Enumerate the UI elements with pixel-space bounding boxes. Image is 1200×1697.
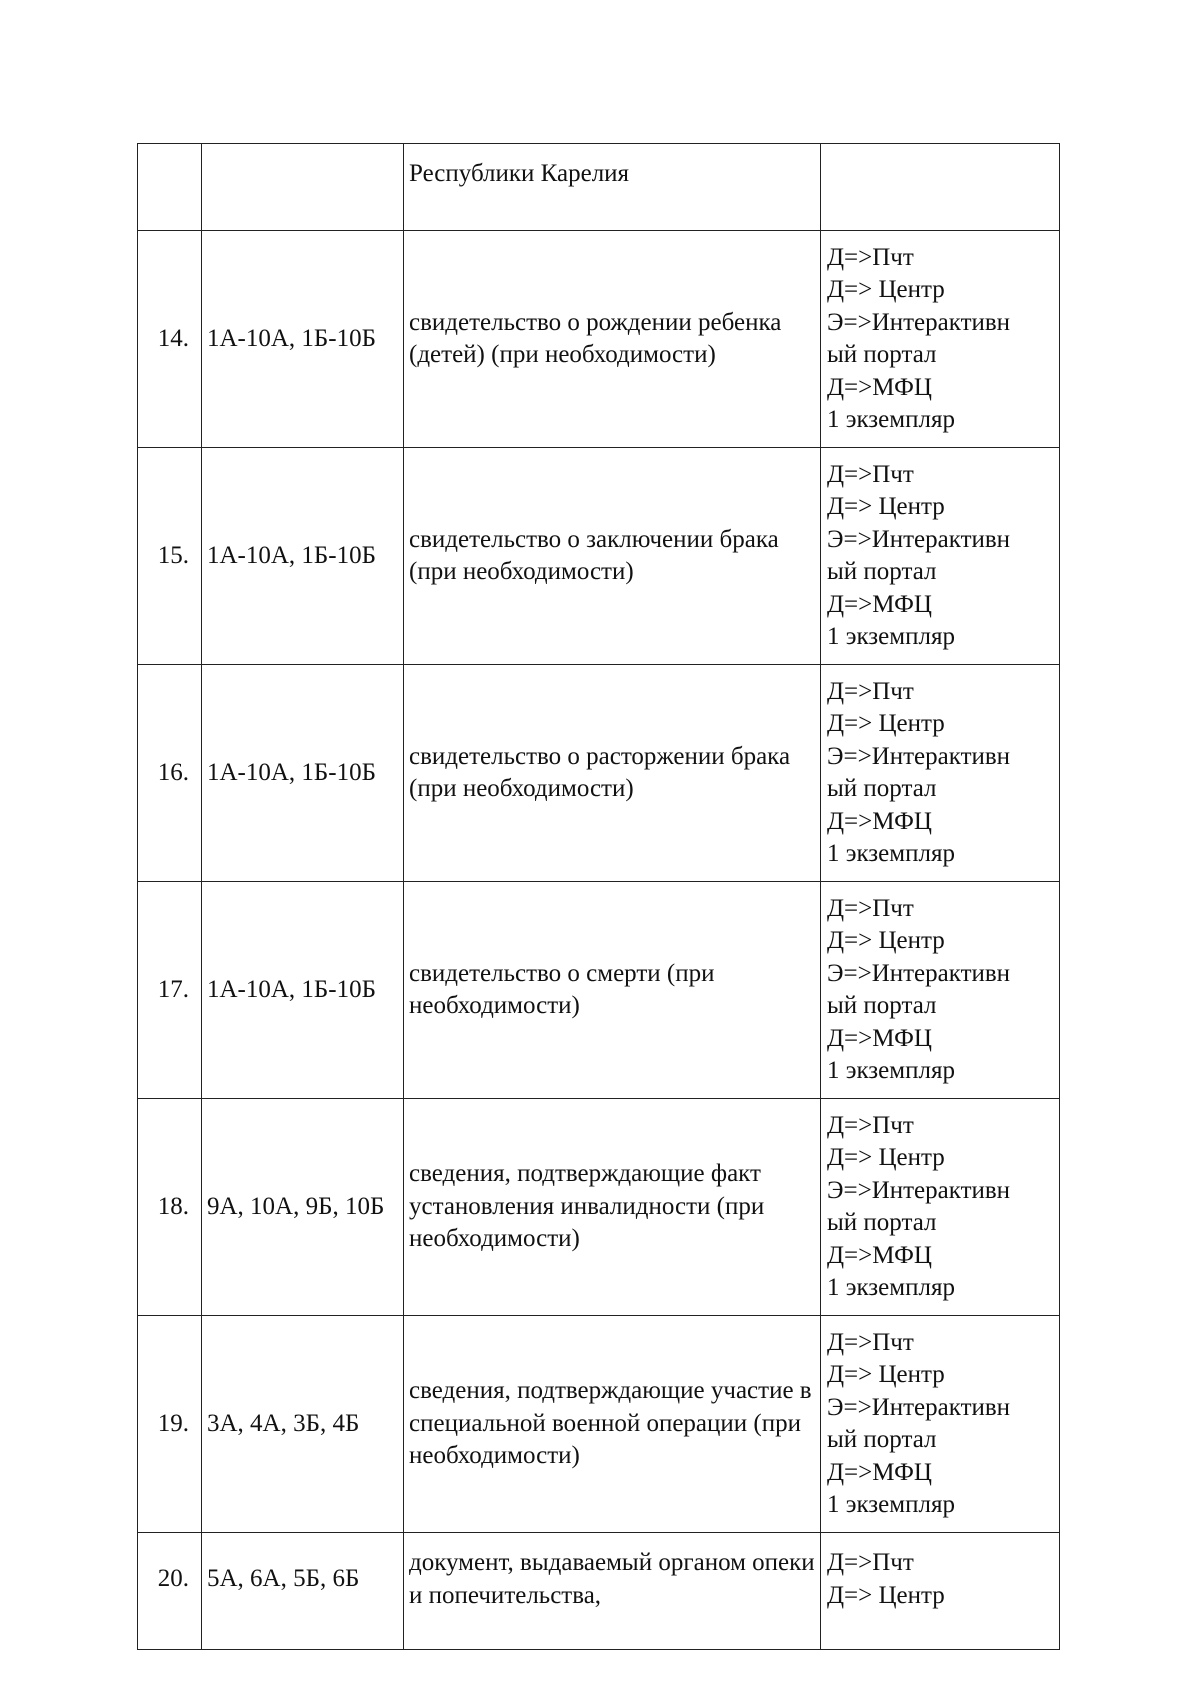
method-line: 1 экземпляр bbox=[827, 840, 955, 867]
table-row bbox=[138, 231, 1060, 448]
row-submission-methods bbox=[821, 882, 1060, 1099]
method-line: ый портал bbox=[827, 992, 937, 1019]
method-line: Д=>Пчт bbox=[827, 1111, 914, 1139]
method-line: Д=>Пчт bbox=[827, 894, 914, 922]
row-number: 15. bbox=[138, 448, 202, 665]
row-description: сведения, подтверждающие участие в специальной военной операции (при необходимости) bbox=[404, 1316, 821, 1533]
method-line: Д=>МФЦ bbox=[827, 1024, 932, 1052]
method-line: Д=>МФЦ bbox=[827, 373, 932, 401]
method-line: 1 экземпляр bbox=[827, 406, 955, 433]
method-line: Д=>МФЦ bbox=[827, 590, 932, 618]
table-row bbox=[138, 448, 1060, 665]
row-submission-methods bbox=[821, 144, 1060, 231]
method-line: Д=>Пчт bbox=[827, 1549, 914, 1576]
method-line: Э=>Интерактивн bbox=[827, 959, 1011, 987]
row-number: 14. bbox=[138, 231, 202, 448]
row-codes: 3А, 4А, 3Б, 4Б bbox=[202, 1316, 404, 1533]
method-line: Д=> Центр bbox=[827, 493, 945, 520]
table-row bbox=[138, 1533, 1060, 1650]
row-codes: 9А, 10А, 9Б, 10Б bbox=[202, 1099, 404, 1316]
row-number bbox=[138, 144, 202, 231]
method-line: Д=>МФЦ bbox=[827, 1458, 932, 1486]
row-submission-methods bbox=[821, 448, 1060, 665]
method-line: Д=>МФЦ bbox=[827, 1241, 932, 1269]
row-codes: 1А-10А, 1Б-10Б bbox=[202, 665, 404, 882]
row-codes: 1А-10А, 1Б-10Б bbox=[202, 448, 404, 665]
row-submission-methods bbox=[821, 665, 1060, 882]
row-submission-methods bbox=[821, 1099, 1060, 1316]
row-description: Республики Карелия bbox=[404, 144, 821, 231]
method-line: ый портал bbox=[827, 1209, 937, 1236]
method-line: ый портал bbox=[827, 341, 937, 368]
documents-table bbox=[137, 143, 1060, 1650]
table-row bbox=[138, 144, 1060, 231]
method-line: Д=> Центр bbox=[827, 710, 945, 737]
table-row bbox=[138, 665, 1060, 882]
method-line: Э=>Интерактивн bbox=[827, 742, 1011, 770]
method-line: Д=>Пчт bbox=[827, 677, 914, 705]
method-line: Э=>Интерактивн bbox=[827, 308, 1011, 336]
method-line: Э=>Интерактивн bbox=[827, 525, 1011, 553]
row-submission-methods bbox=[821, 1533, 1060, 1650]
row-codes: 5А, 6А, 5Б, 6Б bbox=[202, 1533, 404, 1650]
method-line: Д=> Центр bbox=[827, 1581, 945, 1609]
method-line: Д=> Центр bbox=[827, 1361, 945, 1388]
row-submission-methods bbox=[821, 231, 1060, 448]
method-line: Д=> Центр bbox=[827, 276, 945, 303]
row-number: 17. bbox=[138, 882, 202, 1099]
method-line: ый портал bbox=[827, 775, 937, 802]
row-submission-methods bbox=[821, 1316, 1060, 1533]
method-line: Д=>Пчт bbox=[827, 460, 914, 488]
row-description: свидетельство о рождении ребенка (детей) (при необходимости) bbox=[404, 231, 821, 448]
table-row bbox=[138, 882, 1060, 1099]
row-description: свидетельство о заключении брака (при необходимости) bbox=[404, 448, 821, 665]
method-line: ый портал bbox=[827, 558, 937, 585]
method-line: 1 экземпляр bbox=[827, 1274, 955, 1301]
row-number: 19. bbox=[138, 1316, 202, 1533]
method-line: Э=>Интерактивн bbox=[827, 1393, 1011, 1421]
method-line: Д=>Пчт bbox=[827, 243, 914, 271]
method-line: Д=>Пчт bbox=[827, 1328, 914, 1356]
row-codes: 1А-10А, 1Б-10Б bbox=[202, 882, 404, 1099]
method-line: 1 экземпляр bbox=[827, 1491, 955, 1518]
documents-table-body bbox=[138, 144, 1060, 1650]
method-line: Д=> Центр bbox=[827, 1144, 945, 1171]
method-line: Д=> Центр bbox=[827, 927, 945, 954]
row-codes: 1А-10А, 1Б-10Б bbox=[202, 231, 404, 448]
row-codes bbox=[202, 144, 404, 231]
row-number: 18. bbox=[138, 1099, 202, 1316]
row-description: документ, выдаваемый органом опеки и попечительства, bbox=[404, 1533, 821, 1650]
row-number: 16. bbox=[138, 665, 202, 882]
row-number: 20. bbox=[138, 1533, 202, 1650]
method-line: Д=>МФЦ bbox=[827, 807, 932, 835]
method-line: ый портал bbox=[827, 1426, 937, 1453]
row-description: сведения, подтверждающие факт установления инвалидности (при необходимости) bbox=[404, 1099, 821, 1316]
method-line: 1 экземпляр bbox=[827, 1057, 955, 1084]
table-row bbox=[138, 1099, 1060, 1316]
row-description: свидетельство о расторжении брака (при необходимости) bbox=[404, 665, 821, 882]
method-line: Э=>Интерактивн bbox=[827, 1176, 1011, 1204]
table-row bbox=[138, 1316, 1060, 1533]
row-description: свидетельство о смерти (при необходимости) bbox=[404, 882, 821, 1099]
method-line: 1 экземпляр bbox=[827, 623, 955, 650]
